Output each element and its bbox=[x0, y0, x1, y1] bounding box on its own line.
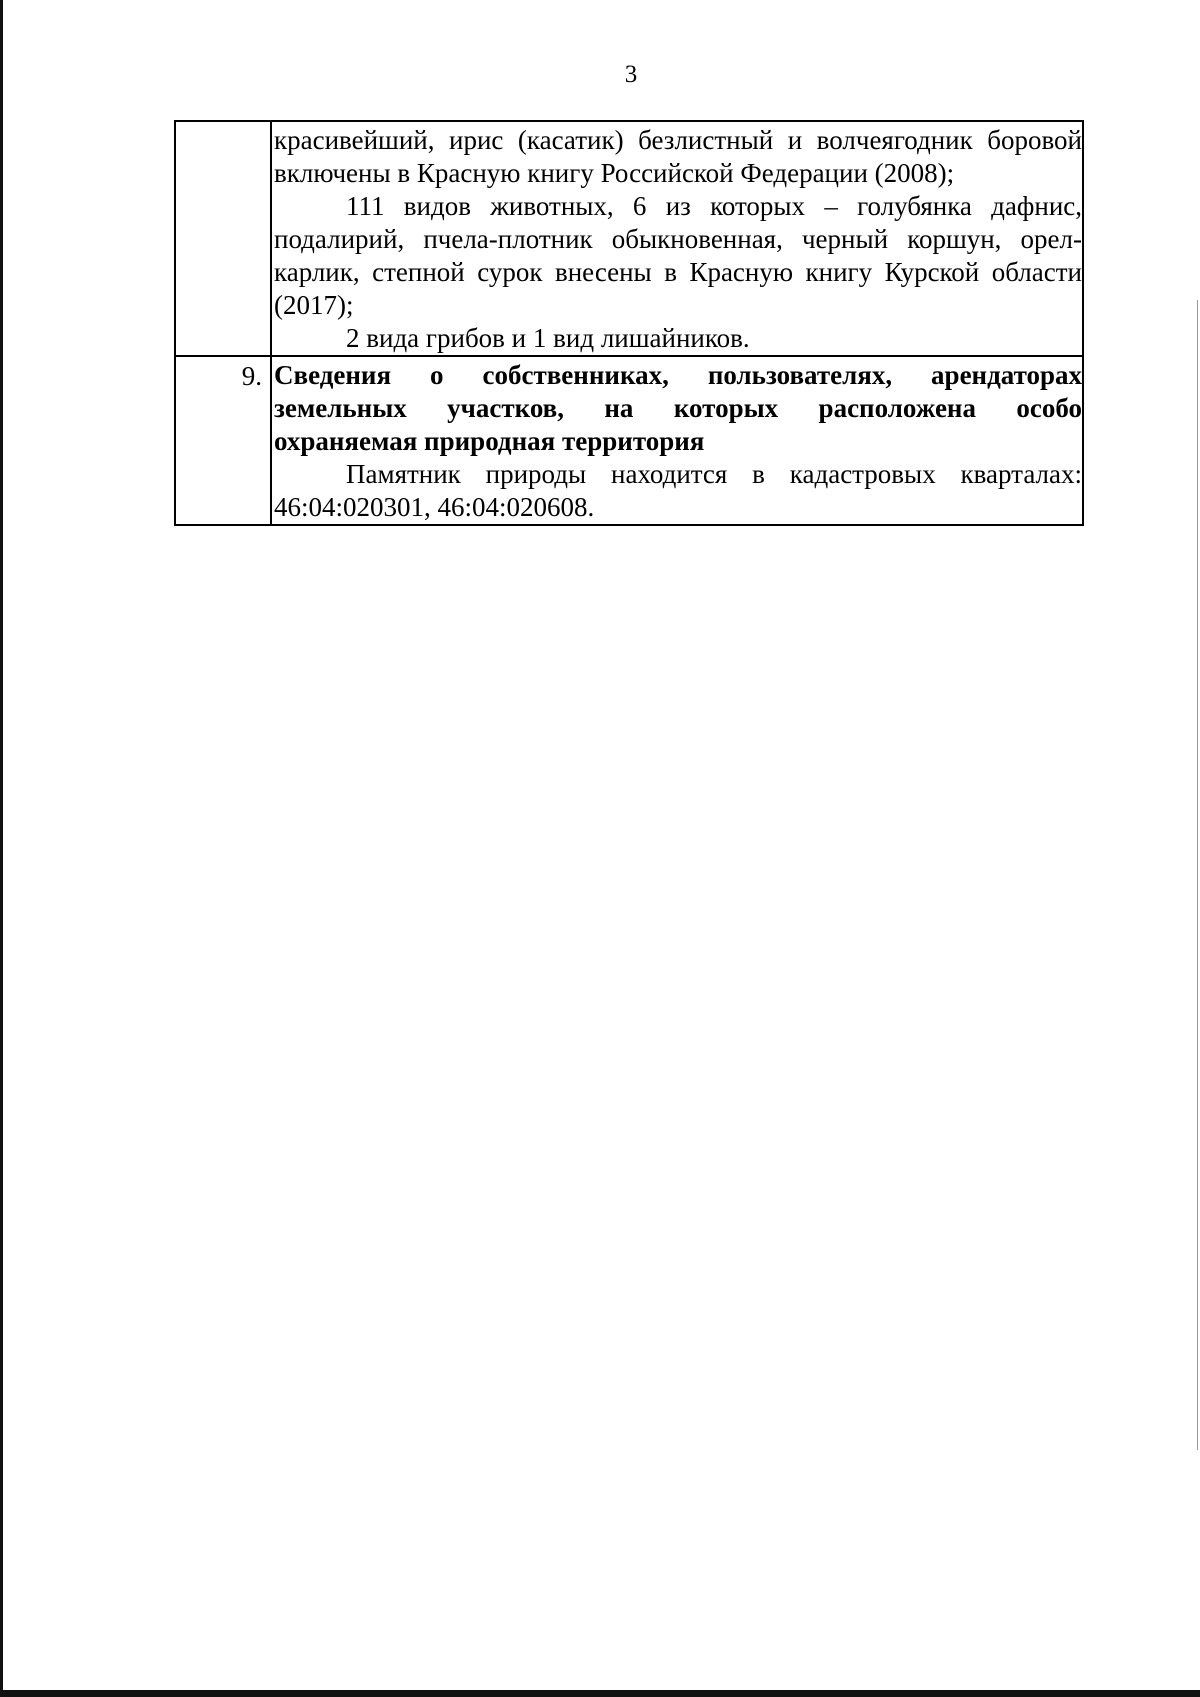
text-line: Памятник природы находится в кадастровых кварталах: bbox=[346, 459, 1082, 489]
row-number-cell: 9. bbox=[175, 356, 271, 525]
table-row bbox=[175, 356, 1083, 525]
table-row bbox=[175, 121, 1083, 356]
row-content-cell bbox=[271, 121, 1083, 356]
row-content-cell bbox=[271, 356, 1083, 525]
text-line: (2017); bbox=[274, 290, 354, 320]
paragraph-fungi-lichens bbox=[274, 322, 1082, 355]
heading-line: Сведения о собственниках, пользователях, арендаторах bbox=[274, 360, 1082, 390]
heading-line: охраняемая природная территория bbox=[274, 426, 705, 456]
paragraph-plant-species bbox=[274, 124, 1082, 190]
scan-edge-right bbox=[1197, 300, 1198, 1450]
section-heading bbox=[274, 359, 1082, 458]
page-number: 3 bbox=[624, 61, 638, 88]
text-line: красивейший, ирис (касатик) безлистный и волчеягодник боровой bbox=[274, 125, 1082, 155]
text-line: включены в Красную книгу Российской Федерации (2008); bbox=[274, 158, 955, 188]
text-line: 111 видов животных, 6 из которых – голубянка дафнис, bbox=[346, 191, 1082, 221]
scan-edge-bottom bbox=[0, 1690, 1200, 1697]
row-number-cell bbox=[175, 121, 271, 356]
paragraph-animal-species bbox=[274, 190, 1082, 322]
text-line: карлик, степной сурок внесены в Красную книгу Курской области bbox=[274, 257, 1082, 287]
heading-line: земельных участков, на которых расположена особо bbox=[274, 393, 1082, 423]
text-line: 46:04:020301, 46:04:020608. bbox=[274, 492, 595, 522]
document-table bbox=[174, 120, 1084, 526]
paragraph-cadastral-quarters bbox=[274, 458, 1082, 524]
scan-edge-left bbox=[0, 0, 3, 1697]
text-line: 2 вида грибов и 1 вид лишайников. bbox=[346, 323, 750, 353]
text-line: подалирий, пчела-плотник обыкновенная, черный коршун, орел- bbox=[274, 224, 1082, 254]
